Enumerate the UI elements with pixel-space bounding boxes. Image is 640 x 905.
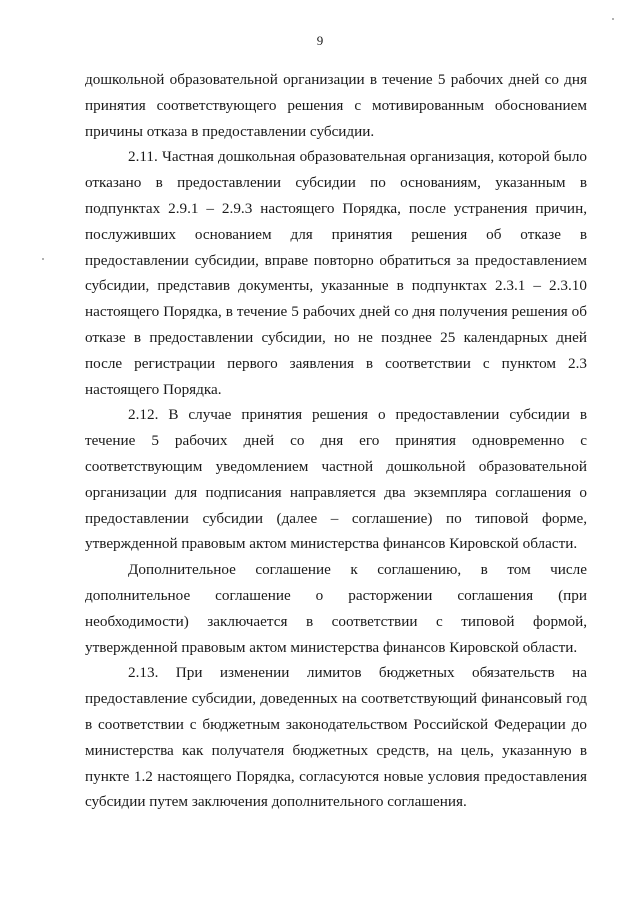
paragraph-continuation: дошкольной образовательной организации в течение 5 рабочих дней со дня принятия соответствующего решения с мотивированным обоснованием причины отказа в предоставлении субсидии. <box>85 71 587 140</box>
document-body <box>85 67 587 815</box>
scan-speck <box>42 258 44 260</box>
paragraph-2-11: 2.11. Частная дошкольная образовательная организация, которой было отказано в предоставлении субсидии по основаниям, указанным в подпунктах 2.9.1 – 2.9.3 настоящего Порядка, после устранения причин, послуживших основанием для принятия решения об отказе в предоставлении субсидии, вправе повторно обратиться за предоставлением субсидии, представив документы, указанные в подпунктах 2.3.1 – 2.3.10 настоящего Порядка, в течение 5 рабочих дней со дня получения решения об отказе в предоставлении субсидии, но не позднее 25 календарных дней после регистрации первого заявления в соответствии с пунктом 2.3 настоящего Порядка. <box>85 148 587 398</box>
paragraph-additional-agreement: Дополнительное соглашение к соглашению, в том числе дополнительное соглашение о расторжении соглашения (при необходимости) заключается в соответствии с типовой формой, утвержденной правовым актом министерства финансов Кировской области. <box>85 561 587 656</box>
scan-speck <box>612 18 614 20</box>
paragraph-2-12: 2.12. В случае принятия решения о предоставлении субсидии в течение 5 рабочих дней со дня его принятия одновременно с соответствующим уведомлением частной дошкольной образовательной организации для подписания направляется два экземпляра соглашения о предоставлении субсидии (далее – соглашение) по типовой форме, утвержденной правовым актом министерства финансов Кировской области. <box>85 406 587 553</box>
page-number: 9 <box>316 33 324 48</box>
paragraph-2-13: 2.13. При изменении лимитов бюджетных обязательств на предоставление субсидии, доведенных на соответствующий финансовый год в соответствии с бюджетным законодательством Российской Федерации до министерства как получателя бюджетных средств, на цель, указанную в пункте 1.2 настоящего Порядка, согласуются новые условия предоставления субсидии путем заключения дополнительного соглашения. <box>85 664 587 811</box>
